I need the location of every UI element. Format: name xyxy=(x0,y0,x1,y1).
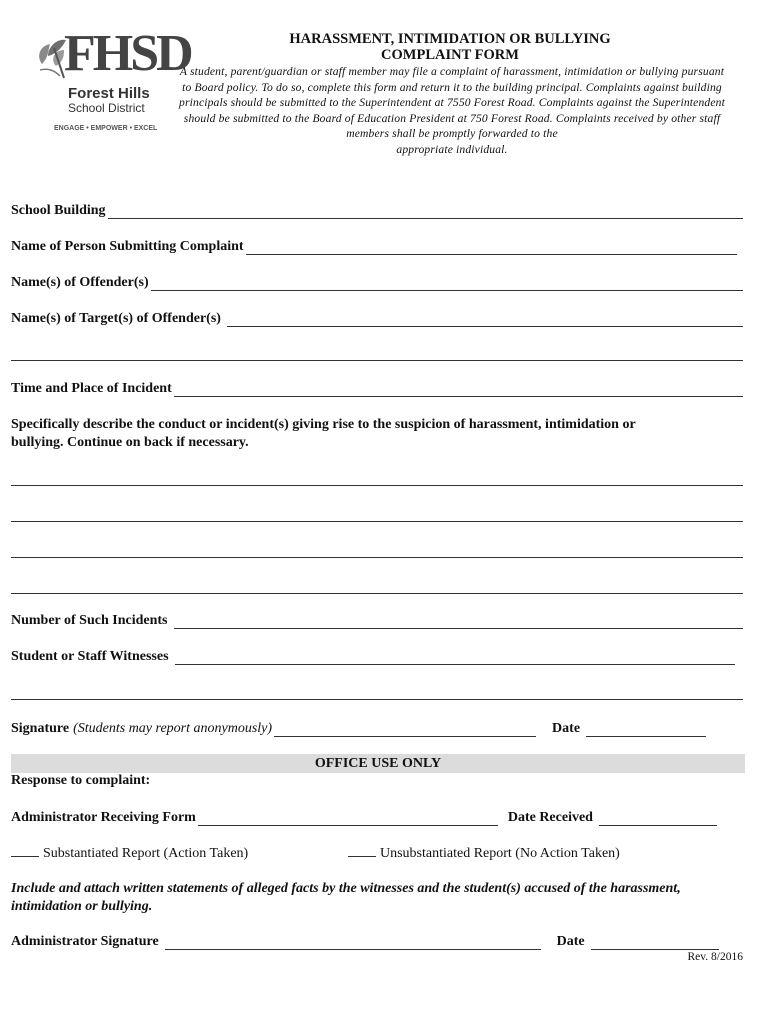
revision-note: Rev. 8/2016 xyxy=(687,951,743,963)
offenders-label: Name(s) of Offender(s) xyxy=(11,275,149,290)
attach-instructions xyxy=(11,880,751,916)
response-label: Response to complaint: xyxy=(11,773,151,788)
school-building-label: School Building xyxy=(11,203,106,218)
form-intro xyxy=(158,64,746,158)
describe-line: bullying. Continue on back if necessary. xyxy=(11,435,249,450)
unsubstantiated-label: Unsubstantiated Report (No Action Taken) xyxy=(380,846,620,861)
school-building-field[interactable] xyxy=(108,205,743,219)
targets-row xyxy=(11,309,743,327)
targets-label: Name(s) of Target(s) of Offender(s) xyxy=(11,311,221,326)
admin-signature-label: Administrator Signature xyxy=(11,934,159,949)
attach-line: intimidation or bullying. xyxy=(11,899,153,914)
admin-receiving-label: Administrator Receiving Form xyxy=(11,810,196,825)
substantiated-checkbox[interactable] xyxy=(11,844,39,857)
admin-signature-field[interactable] xyxy=(165,936,541,950)
attach-line: Include and attach written statements of alleged facts by the witnesses and the student(s) accused of the harassment, xyxy=(11,881,681,896)
time-place-field[interactable] xyxy=(174,383,743,397)
date-received-label: Date Received xyxy=(507,810,593,825)
witnesses-label: Student or Staff Witnesses xyxy=(11,649,169,664)
number-incidents-row xyxy=(11,611,743,629)
signature-note: (Students may report anonymously) xyxy=(73,721,273,736)
signature-field[interactable] xyxy=(274,723,536,737)
logo-letters: FHSD xyxy=(64,25,191,82)
number-incidents-field[interactable] xyxy=(174,615,744,629)
describe-line-3[interactable] xyxy=(11,557,743,558)
person-submitting-row xyxy=(11,237,743,255)
time-place-row xyxy=(11,379,743,397)
number-incidents-label: Number of Such Incidents xyxy=(11,613,168,628)
intro-line: to Board policy. To do so, complete this form and return it to the building principal. Complaints against building xyxy=(182,80,722,94)
school-building-row xyxy=(11,201,743,219)
signature-date-label: Date xyxy=(552,721,581,736)
time-place-label: Time and Place of Incident xyxy=(11,381,172,396)
intro-line: should be submitted to the Board of Education President at 750 Forest Road. Complaints received by other staff xyxy=(183,111,721,125)
admin-date-field[interactable] xyxy=(591,936,719,950)
district-logo xyxy=(34,25,191,138)
person-submitting-label: Name of Person Submitting Complaint xyxy=(11,239,244,254)
targets-extra-line[interactable] xyxy=(11,360,743,361)
form-title-line1: HARASSMENT, INTIMIDATION OR BULLYING xyxy=(289,31,611,47)
admin-signature-row xyxy=(11,932,743,950)
admin-receiving-field[interactable] xyxy=(198,812,498,826)
describe-line-1[interactable] xyxy=(11,485,743,486)
signature-date-field[interactable] xyxy=(586,723,706,737)
offenders-row xyxy=(11,273,743,291)
person-submitting-field[interactable] xyxy=(246,241,737,255)
logo-name-line1: Forest Hills xyxy=(68,85,150,102)
intro-line: appropriate individual. xyxy=(396,142,508,156)
date-received-field[interactable] xyxy=(599,812,717,826)
signature-label: Signature xyxy=(11,721,70,736)
unsubstantiated-checkbox[interactable] xyxy=(348,844,376,857)
describe-line-4[interactable] xyxy=(11,593,743,594)
intro-line: principals should be submitted to the Superintendent at 7550 Forest Road. Complaints against the Superintendent xyxy=(179,96,725,110)
targets-field[interactable] xyxy=(227,313,743,327)
office-use-banner: OFFICE USE ONLY xyxy=(11,754,745,773)
admin-receiving-row xyxy=(11,808,743,826)
unsubstantiated-option xyxy=(348,844,620,862)
offenders-field[interactable] xyxy=(151,277,743,291)
substantiated-label: Substantiated Report (Action Taken) xyxy=(43,846,249,861)
intro-line: A student, parent/guardian or staff member may file a complaint of harassment, intimidation or bullying pursuant xyxy=(179,65,725,78)
describe-line: Specifically describe the conduct or incident(s) giving rise to the suspicion of harassment, intimidation or xyxy=(11,417,636,432)
logo-tagline: ENGAGE • EMPOWER • EXCEL xyxy=(54,125,158,132)
admin-date-label: Date xyxy=(556,934,585,949)
substantiated-option xyxy=(11,844,248,862)
witnesses-row xyxy=(11,647,743,665)
witnesses-field[interactable] xyxy=(175,651,735,665)
describe-instructions xyxy=(11,416,751,452)
witnesses-extra-line[interactable] xyxy=(11,699,743,700)
signature-row xyxy=(11,719,743,737)
logo-name-line2: School District xyxy=(68,101,145,115)
intro-line: members shall be promptly forwarded to the xyxy=(346,127,558,141)
describe-line-2[interactable] xyxy=(11,521,743,522)
form-title-line2: COMPLAINT FORM xyxy=(381,47,519,63)
